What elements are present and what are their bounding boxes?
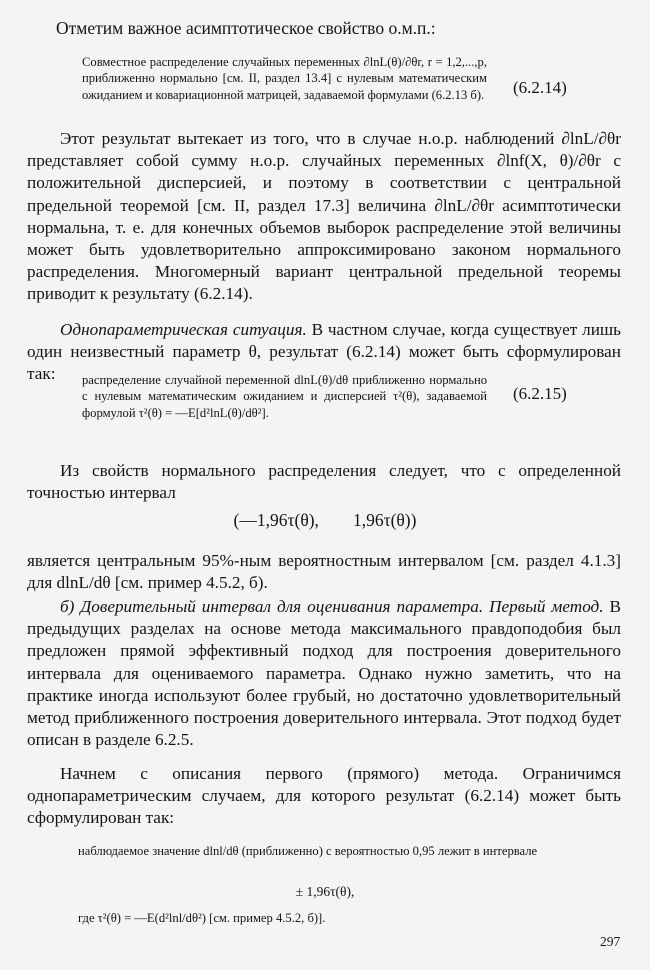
confidence-interval-heading: б) Доверительный интервал для оценивания параметра. Первый метод.: [60, 597, 604, 616]
small-statement-observed-value: наблюдаемое значение dlnl/dθ (приближенно) с вероятностью 0,95 лежит в интервале: [78, 844, 538, 858]
paragraph-confidence-interval: [27, 596, 621, 751]
interval-left: (—1,96τ(θ),: [233, 510, 319, 530]
equation-number-6-2-15: (6.2.15): [513, 384, 567, 403]
small-interval-formula: ± 1,96τ(θ),: [295, 884, 355, 899]
one-parameter-heading: Однопараметрическая ситуация.: [60, 320, 307, 339]
statement-6-2-14: Совместное распределение случайных переменных ∂lnL(θ)/∂θr, r = 1,2,...,p, приближенно нормально [см. II, раздел 13.4] с нулевым математическим ожиданием и ковариационной матрицей, задаваемой формулами (6.2.13 б).: [82, 55, 487, 102]
interval-right: 1,96τ(θ)): [352, 510, 417, 530]
lead-sentence: Отметим важное асимптотическое свойство о.м.п.:: [56, 18, 436, 38]
confidence-interval-text: В предыдущих разделах на основе метода максимального правдоподобия был предложен прямой эффективный подход для построения доверительного интервала для оцениваемого параметра. Однако нужно заметить, что на практике иногда используют более грубый, но достаточно удовлетворительный метод приближенного построения доверительного интервала. Этот подход будет описан в разделе 6.2.5.: [27, 597, 621, 750]
interval-formula: [0, 510, 650, 531]
one-parameter-text: В частном случае, когда существует лишь один неизвестный параметр θ, результат (6.2.14) может быть сформулирован так:: [27, 320, 621, 384]
equation-number-6-2-14: (6.2.14): [513, 78, 567, 97]
paragraph-normal-properties: Из свойств нормального распределения следует, что с определенной точностью интервал: [27, 461, 621, 503]
statement-6-2-15: распределение случайной переменной dlnL(θ)/dθ приближенно нормально с нулевым математическим ожиданием и дисперсией τ²(θ), задаваемой формулой τ²(θ) = —E[d²lnL(θ)/dθ²].: [82, 373, 487, 420]
small-statement-tau: где τ²(θ) = —E(d²lnl/dθ²) [см. пример 4.5.2, б)].: [78, 911, 326, 925]
paragraph-95-interval: является центральным 95%-ным вероятностным интервалом [см. раздел 4.1.3] для dlnL/dθ [см. пример 4.5.2, б).: [27, 551, 621, 593]
paragraph-clt-explanation: Этот результат вытекает из того, что в случае н.о.р. наблюдений ∂lnL/∂θr представляет собой сумму н.о.р. случайных переменных ∂lnf(X, θ)/∂θr с положительной дисперсией, и поэтому в соответствии с центральной предельной теоремой [см. II, раздел 17.3] величина ∂lnL/∂θr асимптотически нормальна, т. е. для конечных объемов выборок распределение этой величины может быть удовлетворительно аппроксимировано законом нормального распределения. Многомерный вариант центральной предельной теоремы приводит к результату (6.2.14).: [27, 129, 621, 304]
page-number: 297: [600, 934, 621, 949]
paragraph-first-method: Начнем с описания первого (прямого) метода. Ограничимся однопараметрическим случаем, для которого результат (6.2.14) может быть сформулирован так:: [27, 764, 621, 828]
